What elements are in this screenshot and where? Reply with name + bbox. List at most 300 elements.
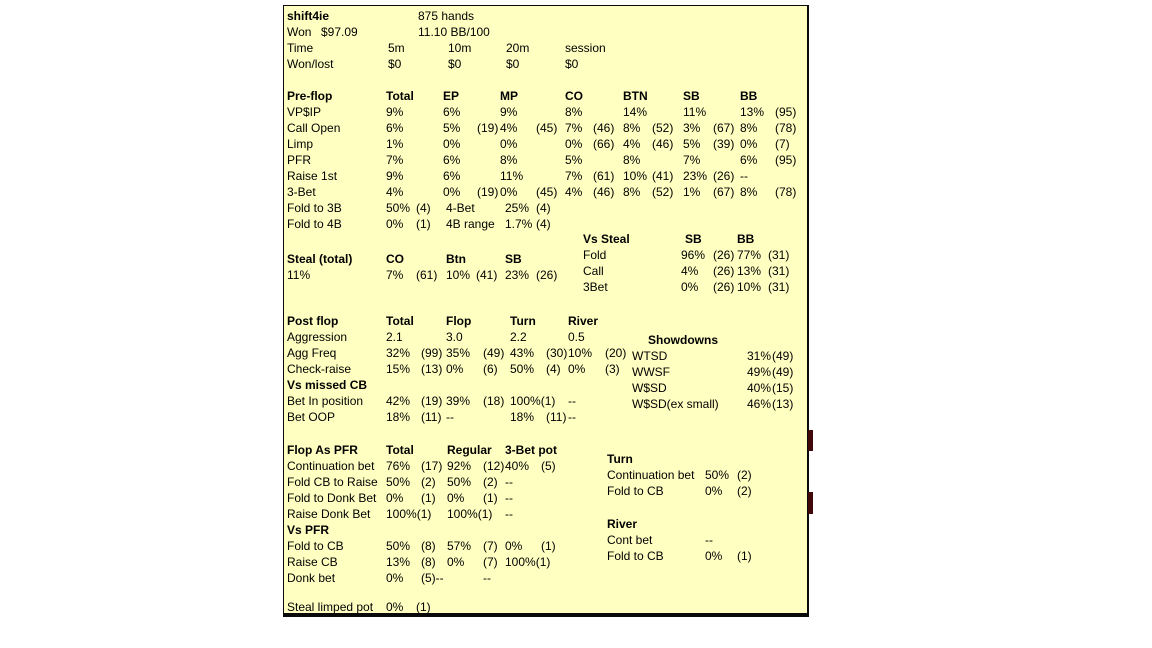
stat-value: 8% <box>623 185 641 199</box>
stat-value: (61) <box>416 268 438 282</box>
vs-missed-cb-subheader: Vs missed CB <box>287 378 368 392</box>
stat-label: PFR <box>287 153 311 167</box>
stat-value: 100%(1) <box>510 394 556 408</box>
summary-value: $0 <box>506 57 520 71</box>
stat-row-call-open <box>287 120 796 136</box>
stat-label: Bet In position <box>287 394 364 408</box>
stat-row-wwsf <box>632 364 793 380</box>
stat-value: 0% <box>568 362 586 376</box>
stat-value: (1) <box>483 491 498 505</box>
stat-value: (4) <box>546 362 561 376</box>
stat-value: 0% <box>565 137 583 151</box>
stat-row-bet-in-position <box>287 393 626 409</box>
stat-value: 18% <box>386 410 411 424</box>
stat-row-vs-steal-fold <box>583 247 789 263</box>
stat-value: 7% <box>386 153 404 167</box>
stat-value: 23% <box>505 268 530 282</box>
stat-value: 100%(1) <box>386 507 432 521</box>
stat-value: 13% <box>740 105 765 119</box>
stat-value: (26) <box>536 268 558 282</box>
stat-value: 0% <box>447 555 465 569</box>
column-header: Total <box>386 89 414 103</box>
stat-value: (26) <box>713 280 735 294</box>
stat-value: 0% <box>740 137 758 151</box>
stat-value: 0% <box>443 185 461 199</box>
stat-value: (41) <box>476 268 498 282</box>
column-header: Steal (total) <box>287 252 353 266</box>
stat-value: 11% <box>500 169 524 183</box>
stat-row-wssd <box>632 380 793 396</box>
stat-value: (8) <box>421 539 436 553</box>
stat-value: (13) <box>421 362 443 376</box>
stat-row-bet-oop <box>287 409 626 425</box>
stat-value: (5) <box>541 459 556 473</box>
stat-value: 92% <box>447 459 472 473</box>
stat-label: Agg Freq <box>287 346 337 360</box>
stat-value: (49) <box>483 346 505 360</box>
stat-label: Fold to CB <box>287 539 344 553</box>
summary-value: Won/lost <box>287 57 334 71</box>
stat-value: 6% <box>443 153 461 167</box>
stat-value: (49) <box>772 349 794 363</box>
stat-label: Call Open <box>287 121 341 135</box>
player-name-row <box>287 8 606 24</box>
stat-value: 32% <box>386 346 411 360</box>
stat-value: 1.7% <box>505 217 533 231</box>
summary-value: 11.10 BB/100 <box>418 25 490 39</box>
stat-value: -- <box>568 394 576 408</box>
stat-value: 49% <box>747 365 772 379</box>
stat-row-vs-steal-call <box>583 263 789 279</box>
column-header: River <box>568 314 599 328</box>
stat-row-river-fold-to-cb <box>607 548 752 564</box>
stat-value: (7) <box>483 555 498 569</box>
stat-value: 9% <box>500 105 518 119</box>
stat-label: VP$IP <box>287 105 322 119</box>
summary-value: 20m <box>506 41 530 55</box>
stat-value: (31) <box>768 248 790 262</box>
stat-value: (2) <box>737 484 752 498</box>
stat-label: Fold to CB <box>607 484 664 498</box>
stat-value: 10% <box>737 280 762 294</box>
stat-label: Raise 1st <box>287 169 338 183</box>
column-header: Btn <box>446 252 466 266</box>
stat-value: 9% <box>386 169 404 183</box>
stat-value: (11) <box>546 410 567 424</box>
column-header: Flop <box>446 314 472 328</box>
stat-value: (13) <box>772 397 794 411</box>
stat-value: (52) <box>652 185 674 199</box>
stat-value: (26) <box>713 264 735 278</box>
column-header: CO <box>386 252 404 266</box>
stat-value: 35% <box>446 346 471 360</box>
stat-value: 1% <box>386 137 404 151</box>
stat-value: 6% <box>443 105 461 119</box>
stat-value: 7% <box>683 153 701 167</box>
stat-label: Check-raise <box>287 362 352 376</box>
edge-mark-top <box>808 430 813 451</box>
stat-value: (1) <box>416 600 431 614</box>
stat-value: (2) <box>737 468 752 482</box>
summary-value: 5m <box>388 41 405 55</box>
stat-value: 8% <box>740 121 758 135</box>
stat-label: WTSD <box>632 349 668 363</box>
summary-value: shift4ie <box>287 9 330 23</box>
stat-value: 23% <box>683 169 708 183</box>
stat-value: (78) <box>775 185 797 199</box>
stat-row-limp <box>287 136 796 152</box>
stat-value: (7) <box>483 539 498 553</box>
stat-value: 100%(1) <box>505 555 551 569</box>
stat-value: (15) <box>772 381 794 395</box>
stat-value: 3% <box>683 121 701 135</box>
stat-value: 57% <box>447 539 472 553</box>
summary-value: session <box>565 41 606 55</box>
summary-value: $97.09 <box>321 25 358 39</box>
stat-label: 3-Bet <box>287 185 316 199</box>
stat-row-vpip <box>287 104 796 120</box>
column-header: Pre-flop <box>287 89 333 103</box>
stat-label: Raise CB <box>287 555 338 569</box>
stat-value: 10% <box>623 169 648 183</box>
stat-value: 50% <box>510 362 535 376</box>
stat-value: 0.5 <box>568 330 585 344</box>
stat-label: Steal limped pot <box>287 600 374 614</box>
stat-label: Fold to Donk Bet <box>287 491 377 505</box>
stat-value: 7% <box>565 169 583 183</box>
stat-value: 46% <box>747 397 772 411</box>
stat-value: 8% <box>623 121 641 135</box>
summary-value: 875 hands <box>418 9 475 23</box>
stat-value: (66) <box>593 137 615 151</box>
stat-row-3bet <box>287 184 796 200</box>
stat-row-turn-cbet <box>607 467 752 483</box>
stat-value: 43% <box>510 346 535 360</box>
column-header: Total <box>386 314 414 328</box>
stat-value: 39% <box>446 394 471 408</box>
stat-value: (19) <box>421 394 443 408</box>
stat-value: (8) <box>421 555 436 569</box>
stat-row-aggression <box>287 329 626 345</box>
stat-row-vs-steal-3bet <box>583 279 789 295</box>
showdowns-section <box>632 332 793 412</box>
stat-row-raise-1st <box>287 168 796 184</box>
steal-total-header-row <box>287 251 557 267</box>
stat-row-continuation-bet <box>287 458 557 474</box>
turn-title: Turn <box>607 452 633 466</box>
stat-value: 11% <box>683 105 707 119</box>
stat-value: 0% <box>443 137 461 151</box>
turn-section <box>607 451 752 499</box>
stat-value: (41) <box>652 169 674 183</box>
column-header: BB <box>740 89 758 103</box>
stat-value: (46) <box>593 121 615 135</box>
stat-value: (6) <box>483 362 498 376</box>
stat-value: 10% <box>568 346 593 360</box>
stat-row-raise-donk-bet <box>287 506 557 522</box>
stat-row-agg-freq <box>287 345 626 361</box>
stat-row-check-raise <box>287 361 626 377</box>
stat-value: 0% <box>505 539 523 553</box>
summary-value: $0 <box>388 57 402 71</box>
vs-pfr-subheader: Vs PFR <box>287 523 330 537</box>
stat-label: Fold to CB <box>607 549 664 563</box>
stat-value: -- <box>740 169 748 183</box>
stat-value: -- <box>446 410 454 424</box>
stat-label: WWSF <box>632 365 670 379</box>
column-header: Post flop <box>287 314 339 328</box>
stat-value: (3) <box>605 362 620 376</box>
summary-value: Won <box>287 25 312 39</box>
column-header: Total <box>386 443 414 457</box>
steal-total-section <box>287 251 557 283</box>
stat-value: (26) <box>713 248 735 262</box>
stat-value: 76% <box>386 459 411 473</box>
stat-value: (61) <box>593 169 615 183</box>
stat-value: -- <box>483 571 491 585</box>
stat-value: 15% <box>386 362 411 376</box>
stat-value: 3.0 <box>446 330 463 344</box>
stat-row-fold-to-3b <box>287 200 796 216</box>
stat-value: 4% <box>386 185 404 199</box>
stat-value: 9% <box>386 105 404 119</box>
showdowns-title: Showdowns <box>648 333 718 347</box>
stat-value: 8% <box>565 105 583 119</box>
column-header: Regular <box>447 443 492 457</box>
stat-value: 42% <box>386 394 411 408</box>
stat-value: 77% <box>737 248 762 262</box>
column-header: 3-Bet pot <box>505 443 557 457</box>
stat-value: -- <box>505 475 513 489</box>
stat-value: (1) <box>416 217 431 231</box>
stat-label: Call <box>583 264 604 278</box>
stat-value: 50% <box>386 539 411 553</box>
column-header: SB <box>685 232 702 246</box>
postflop-header-row <box>287 313 626 329</box>
stat-row-donk-bet <box>287 570 557 586</box>
flop-as-pfr-header-row <box>287 442 557 458</box>
stat-value: 5% <box>565 153 583 167</box>
winnings-row <box>287 24 606 40</box>
stat-value: 10% <box>446 268 471 282</box>
time-header-row <box>287 40 606 56</box>
stat-value: 1% <box>683 185 701 199</box>
stat-value: 14% <box>623 105 648 119</box>
column-header: Turn <box>510 314 536 328</box>
stat-label: 3Bet <box>583 280 608 294</box>
column-header: BB <box>737 232 755 246</box>
stat-value: (49) <box>772 365 794 379</box>
stat-label: 11% <box>287 268 311 282</box>
stat-value: (45) <box>536 121 558 135</box>
stat-label: Limp <box>287 137 314 151</box>
stat-row-steal-limped-pot <box>287 599 431 615</box>
stat-label: Continuation bet <box>607 468 695 482</box>
stat-value: 0% <box>500 185 518 199</box>
stat-value: -- <box>568 410 576 424</box>
stat-value: (46) <box>593 185 615 199</box>
stat-row-wssd-ex-small <box>632 396 793 412</box>
stat-value: 50% <box>386 201 411 215</box>
stat-value: 8% <box>623 153 641 167</box>
stat-value: (39) <box>713 137 735 151</box>
stat-label: Donk bet <box>287 571 336 585</box>
stat-value: 13% <box>386 555 411 569</box>
column-header: SB <box>683 89 700 103</box>
stat-value: (1) <box>541 539 556 553</box>
preflop-header-row <box>287 88 796 104</box>
stat-value: 5% <box>683 137 701 151</box>
stat-value: (18) <box>483 394 505 408</box>
stat-value: 8% <box>740 185 758 199</box>
stat-value: 0% <box>386 571 404 585</box>
stat-value: (67) <box>713 185 735 199</box>
edge-mark-bottom <box>808 492 813 514</box>
stat-value: (30) <box>546 346 568 360</box>
stat-row-fold-to-donk-bet <box>287 490 557 506</box>
stat-value: 13% <box>737 264 762 278</box>
stat-row-wtsd <box>632 348 793 364</box>
stat-value: 6% <box>443 169 461 183</box>
stat-value: 4-Bet <box>446 201 475 215</box>
column-header: Flop As PFR <box>287 443 358 457</box>
stat-value: 96% <box>681 248 706 262</box>
stat-row-river-cont-bet <box>607 532 752 548</box>
stat-value: 7% <box>565 121 583 135</box>
stat-value: (95) <box>775 153 797 167</box>
stat-value: -- <box>505 507 513 521</box>
stat-label: Cont bet <box>607 533 653 547</box>
stat-value: 100%(1) <box>447 507 493 521</box>
stat-value: 40% <box>505 459 530 473</box>
column-header: MP <box>500 89 518 103</box>
stat-label: Fold to 3B <box>287 201 342 215</box>
stat-label: Fold <box>583 248 607 262</box>
stat-value: (11) <box>421 410 442 424</box>
stat-row-pfr <box>287 152 796 168</box>
stat-value: 5% <box>443 121 461 135</box>
stat-value: (1) <box>421 491 436 505</box>
stat-value: (12) <box>483 459 505 473</box>
player-summary <box>287 8 606 72</box>
stat-value: -- <box>705 533 713 547</box>
summary-value: $0 <box>565 57 579 71</box>
stat-value: (45) <box>536 185 558 199</box>
river-title: River <box>607 517 638 531</box>
stat-value: 0% <box>386 491 404 505</box>
summary-value: Time <box>287 41 314 55</box>
stat-value: (1) <box>737 549 752 563</box>
stat-value: (4) <box>416 201 431 215</box>
stat-value: 50% <box>447 475 472 489</box>
stat-value: 2.2 <box>510 330 527 344</box>
wonlost-row <box>287 56 606 72</box>
stat-label: W$SD <box>632 381 667 395</box>
stat-value: 0% <box>705 484 723 498</box>
stat-value: 25% <box>505 201 530 215</box>
stat-value: (4) <box>536 217 551 231</box>
stat-value: (2) <box>483 475 498 489</box>
stat-row-turn-fold-to-cb <box>607 483 752 499</box>
stat-label: W$SD(ex small) <box>632 397 719 411</box>
stat-value: (4) <box>536 201 551 215</box>
stat-row-fold-cb-to-raise <box>287 474 557 490</box>
stat-value: 0% <box>705 549 723 563</box>
stat-value: 40% <box>747 381 772 395</box>
summary-value: 10m <box>448 41 472 55</box>
stat-label: Continuation bet <box>287 459 375 473</box>
stat-value: (2) <box>421 475 436 489</box>
stat-value: 18% <box>510 410 535 424</box>
stat-value: 6% <box>386 121 404 135</box>
vs-steal-section <box>583 231 789 295</box>
stat-value: 0% <box>681 280 699 294</box>
stat-value: 0% <box>386 600 404 614</box>
stat-label: Fold CB to Raise <box>287 475 378 489</box>
stat-value: 0% <box>446 362 464 376</box>
stat-label: Aggression <box>287 330 348 344</box>
stat-value: 4% <box>623 137 641 151</box>
stat-value: 4% <box>565 185 583 199</box>
stat-value: (31) <box>768 264 790 278</box>
stat-value: 4B range <box>446 217 495 231</box>
stat-value: 4% <box>500 121 518 135</box>
stat-value: (78) <box>775 121 797 135</box>
column-header: BTN <box>623 89 648 103</box>
stat-value: (46) <box>652 137 674 151</box>
stat-label: Fold to 4B <box>287 217 342 231</box>
stat-row-fold-to-cb <box>287 538 557 554</box>
stat-value: (17) <box>421 459 443 473</box>
stat-row-steal-total <box>287 267 557 283</box>
stat-value: 8% <box>500 153 518 167</box>
stat-value: 0% <box>386 217 404 231</box>
stat-value: (20) <box>605 346 627 360</box>
summary-value: $0 <box>448 57 462 71</box>
stat-value: 50% <box>705 468 730 482</box>
column-header: SB <box>505 252 522 266</box>
hud-stats-popup[interactable] <box>283 5 809 617</box>
column-header: Vs Steal <box>583 232 630 246</box>
flop-as-pfr-section <box>287 442 557 586</box>
stat-value: 2.1 <box>386 330 403 344</box>
stat-value: (19) <box>477 185 499 199</box>
steal-limped-section <box>287 599 431 615</box>
stat-label: Raise Donk Bet <box>287 507 371 521</box>
stat-value: 0% <box>500 137 518 151</box>
postflop-section <box>287 313 626 425</box>
stat-value: -- <box>505 491 513 505</box>
stat-value: (7) <box>775 137 790 151</box>
column-header: EP <box>443 89 460 103</box>
stat-value: 6% <box>740 153 758 167</box>
stat-value: 31% <box>747 349 772 363</box>
stat-row-raise-cb <box>287 554 557 570</box>
preflop-section <box>287 88 796 232</box>
stat-value: 50% <box>386 475 411 489</box>
stat-value: (67) <box>713 121 735 135</box>
stat-value: 4% <box>681 264 699 278</box>
vs-steal-header-row <box>583 231 789 247</box>
stat-value: (95) <box>775 105 797 119</box>
stat-value: (19) <box>477 121 499 135</box>
stat-row-fold-to-4b <box>287 216 796 232</box>
stat-value: (31) <box>768 280 790 294</box>
stat-value: (26) <box>713 169 735 183</box>
stat-label: Bet OOP <box>287 410 336 424</box>
stat-value: 0% <box>447 491 465 505</box>
stat-value: (5)-- <box>421 571 444 585</box>
